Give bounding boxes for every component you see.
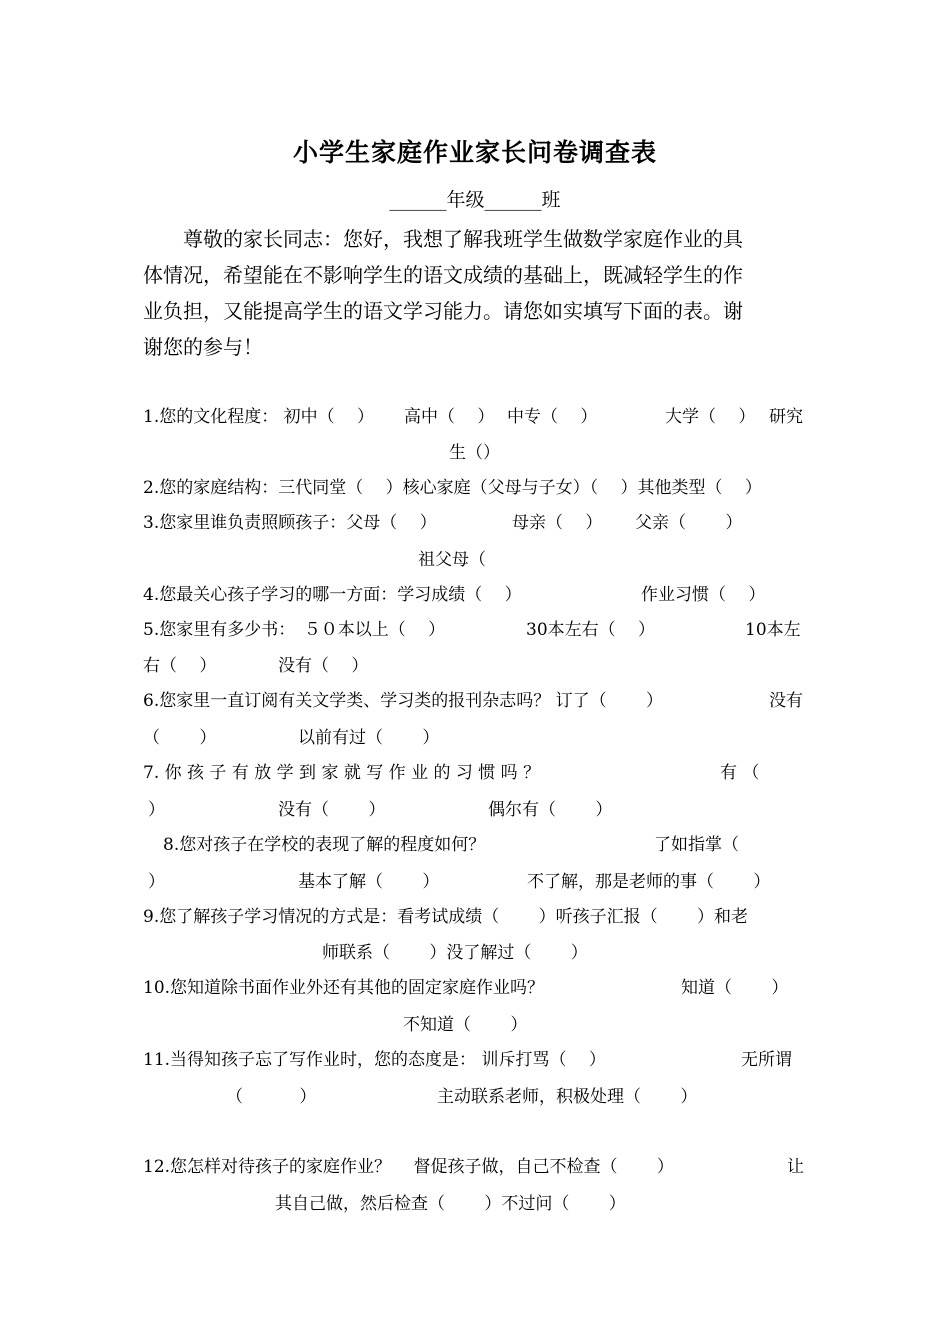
q1-option-graduate-a: 研究 — [769, 407, 803, 427]
q8-option-full-a: 了如指掌（ — [654, 835, 739, 855]
q5-option-30: 30本左右（ ） — [526, 620, 656, 640]
q3-prompt: 3.您家里谁负责照顾孩子：父母（ ） — [143, 513, 437, 533]
q1-prompt: 1.您的文化程度： 初中（ ） — [143, 407, 375, 427]
q12-option-self-b: 其自己做，然后检查（ ）不过问（ ） — [275, 1194, 626, 1214]
q1-option-vocational: 中专（ ） — [507, 407, 598, 427]
q12-prompt: 12.您怎样对待孩子的家庭作业？ 督促孩子做，自己不检查（ ） — [143, 1157, 674, 1177]
q6-option-no-a: 没有 — [769, 691, 803, 711]
intro-line-2: 体情况，希望能在不影响学生的语文成绩的基础上，既减轻学生的作 — [143, 263, 743, 287]
q8-option-basic: 基本了解（ ） — [298, 872, 440, 892]
q2-line: 2.您的家庭结构：三代同堂（ ）核心家庭（父母与子女）（ ）其他类型（ ） — [143, 478, 762, 498]
q7-option-no: 没有（ ） — [278, 800, 386, 820]
q4-option-habits: 作业习惯（ ） — [641, 585, 766, 605]
q11-option-indifferent-a: 无所谓 — [741, 1050, 792, 1070]
q10-option-know: 知道（ ） — [681, 978, 789, 998]
intro-line-3: 业负担，又能提高学生的语文学习能力。请您如实填写下面的表。谢 — [143, 299, 743, 323]
q9-line-1: 9.您了解孩子学习情况的方式是：看考试成绩（ ）听孩子汇报（ ）和老 — [143, 907, 749, 927]
q1-option-graduate-b: 生（） — [449, 443, 500, 463]
q9-line-2: 师联系（ ）没了解过（ ） — [322, 943, 588, 963]
q7-prompt: 7. 你 孩 子 有 放 学 到 家 就 写 作 业 的 习 惯 吗 ？ — [143, 763, 541, 783]
q3-option-grandparents: 祖父母（ — [418, 550, 486, 570]
q3-option-mother: 母亲（ ） — [512, 513, 603, 533]
q7-option-yes-a: 有 （ — [720, 763, 760, 783]
q1-option-university: 大学（ ） — [665, 407, 756, 427]
q8-option-full-b: ） — [148, 872, 165, 892]
q6-option-previously: 以前有过（ ） — [298, 728, 440, 748]
q11-option-indifferent-b: （ ） — [226, 1087, 317, 1107]
q5-prompt: 5.您家里有多少书： ５０本以上（ ） — [143, 620, 446, 640]
q10-option-not-know: 不知道（ ） — [403, 1015, 528, 1035]
q5-option-10-b: 右（ ） — [143, 656, 217, 676]
q5-option-none: 没有（ ） — [278, 656, 369, 676]
q7-option-yes-b: ） — [148, 800, 165, 820]
q1-option-high-school: 高中（ ） — [404, 407, 495, 427]
q11-option-contact-teacher: 主动联系老师，积极处理（ ） — [437, 1087, 698, 1107]
q3-option-father: 父亲（ ） — [635, 513, 743, 533]
intro-line-1: 尊敬的家长同志：您好，我想了解我班学生做数学家庭作业的具 — [143, 227, 743, 251]
q5-option-10-a: 10本左 — [745, 620, 801, 640]
q4-prompt: 4.您最关心孩子学习的哪一方面：学习成绩（ ） — [143, 585, 522, 605]
q10-prompt: 10.您知道除书面作业外还有其他的固定家庭作业吗？ — [143, 978, 545, 998]
intro-line-4: 谢您的参与！ — [143, 335, 263, 359]
page-title: 小学生家庭作业家长问卷调查表 — [292, 138, 657, 167]
q12-option-self-a: 让 — [787, 1157, 804, 1177]
q7-option-sometimes: 偶尔有（ ） — [488, 800, 613, 820]
q8-option-none: 不了解，那是老师的事（ ） — [527, 872, 771, 892]
q11-prompt: 11.当得知孩子忘了写作业时，您的态度是： 训斥打骂（ ） — [143, 1050, 606, 1070]
q6-prompt: 6.您家里一直订阅有关文学类、学习类的报刊杂志吗？ 订了（ ） — [143, 691, 664, 711]
q8-prompt: 8.您对孩子在学校的表现了解的程度如何？ — [163, 835, 486, 855]
grade-class-line: ______年级______班 — [389, 189, 561, 211]
q6-option-no-b: （ ） — [143, 728, 217, 748]
